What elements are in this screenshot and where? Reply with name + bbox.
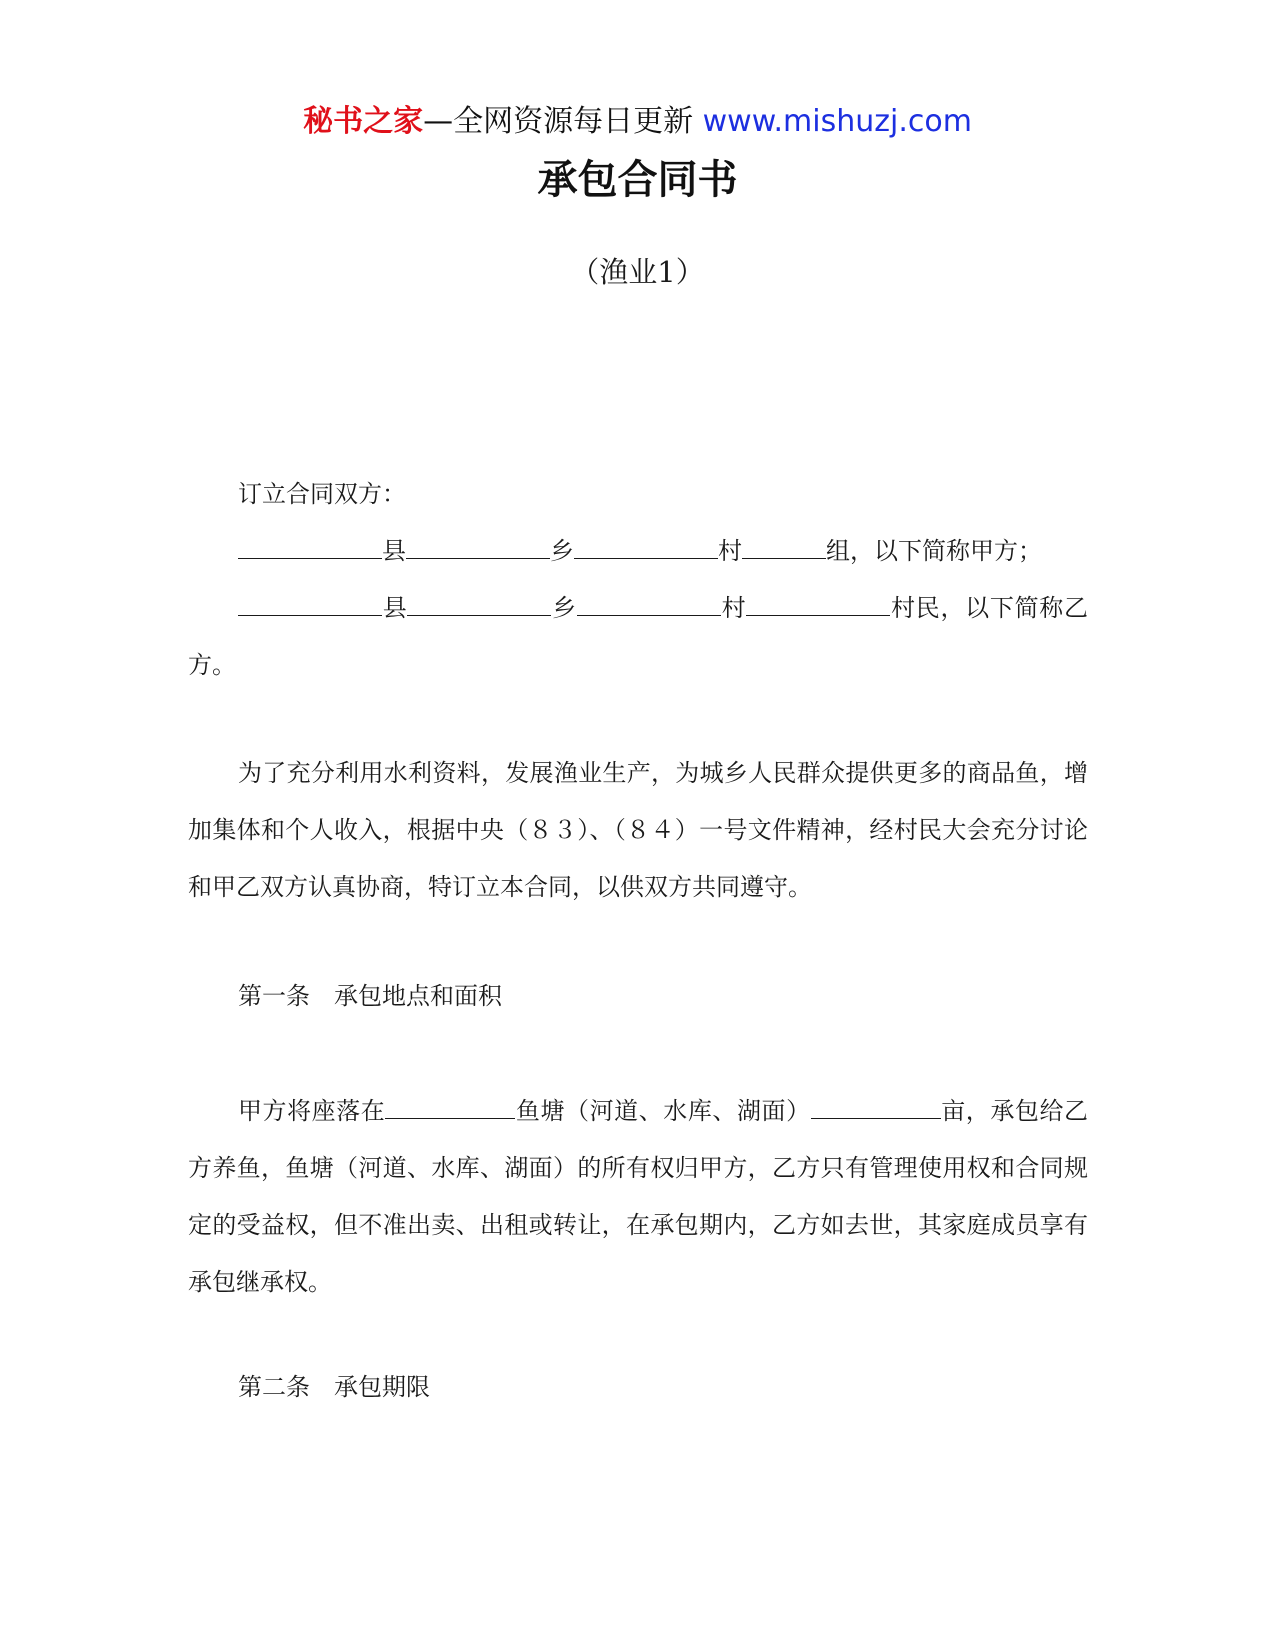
article2-heading-block [188, 1359, 1088, 1416]
blank-field [574, 536, 718, 559]
blank-field [746, 593, 890, 616]
banner-url[interactable]: www.mishuzj.com [702, 104, 972, 139]
party-a-township: 乡 [550, 537, 574, 565]
document-subtitle: （渔业1） [570, 255, 705, 289]
party-b-villager: 村民，以下简称乙方。 [188, 594, 1089, 679]
party-a-group: 组，以下简称甲方； [826, 537, 1042, 565]
party-b-line [188, 580, 1088, 694]
party-b-village: 村 [720, 594, 747, 622]
parties-intro: 订立合同双方： [238, 480, 406, 508]
blank-field [385, 1096, 515, 1119]
article1-text-before-location: 甲方将座落在 [238, 1097, 386, 1125]
parties-section [188, 466, 1088, 694]
party-b-county: 县 [382, 594, 408, 622]
blank-field [577, 593, 721, 616]
party-a-county: 县 [382, 537, 406, 565]
party-b-township: 乡 [551, 594, 577, 622]
blank-field [238, 536, 382, 559]
article1-text-after-location: 鱼塘（河道、水库、湖面） [515, 1097, 811, 1125]
site-banner [0, 102, 1275, 142]
article1-heading-block [188, 968, 1088, 1025]
blank-field [407, 593, 551, 616]
blank-field [406, 536, 550, 559]
blank-field [742, 536, 826, 559]
article2-heading: 第二条 承包期限 [238, 1373, 430, 1401]
article1-text-after-area: 亩，承包给乙方养鱼，鱼塘（河道、水库、湖面）的所有权归甲方，乙方只有管理使用权和合同规定的受益权，但不准出卖、出租或转让，在承包期内，乙方如去世，其家庭成员享有承包继承权。 [188, 1097, 1089, 1296]
purpose-section [188, 745, 1088, 916]
party-a-village: 村 [718, 537, 742, 565]
banner-tagline: —全网资源每日更新 [423, 104, 703, 139]
document-title: 承包合同书 [537, 157, 738, 203]
banner-brand: 秘书之家 [303, 104, 424, 139]
blank-field [811, 1096, 941, 1119]
blank-field [238, 593, 382, 616]
article1-paragraph [188, 1083, 1088, 1311]
purpose-paragraph: 为了充分利用水利资料，发展渔业生产，为城乡人民群众提供更多的商品鱼，增加集体和个人收入，根据中央（８３）、（８４）一号文件精神，经村民大会充分讨论和甲乙双方认真协商，特订立本合同，以供双方共同遵守。 [188, 759, 1088, 901]
article1-heading: 第一条 承包地点和面积 [238, 982, 502, 1010]
article1-body [188, 1083, 1088, 1311]
party-a-line [188, 523, 1088, 580]
